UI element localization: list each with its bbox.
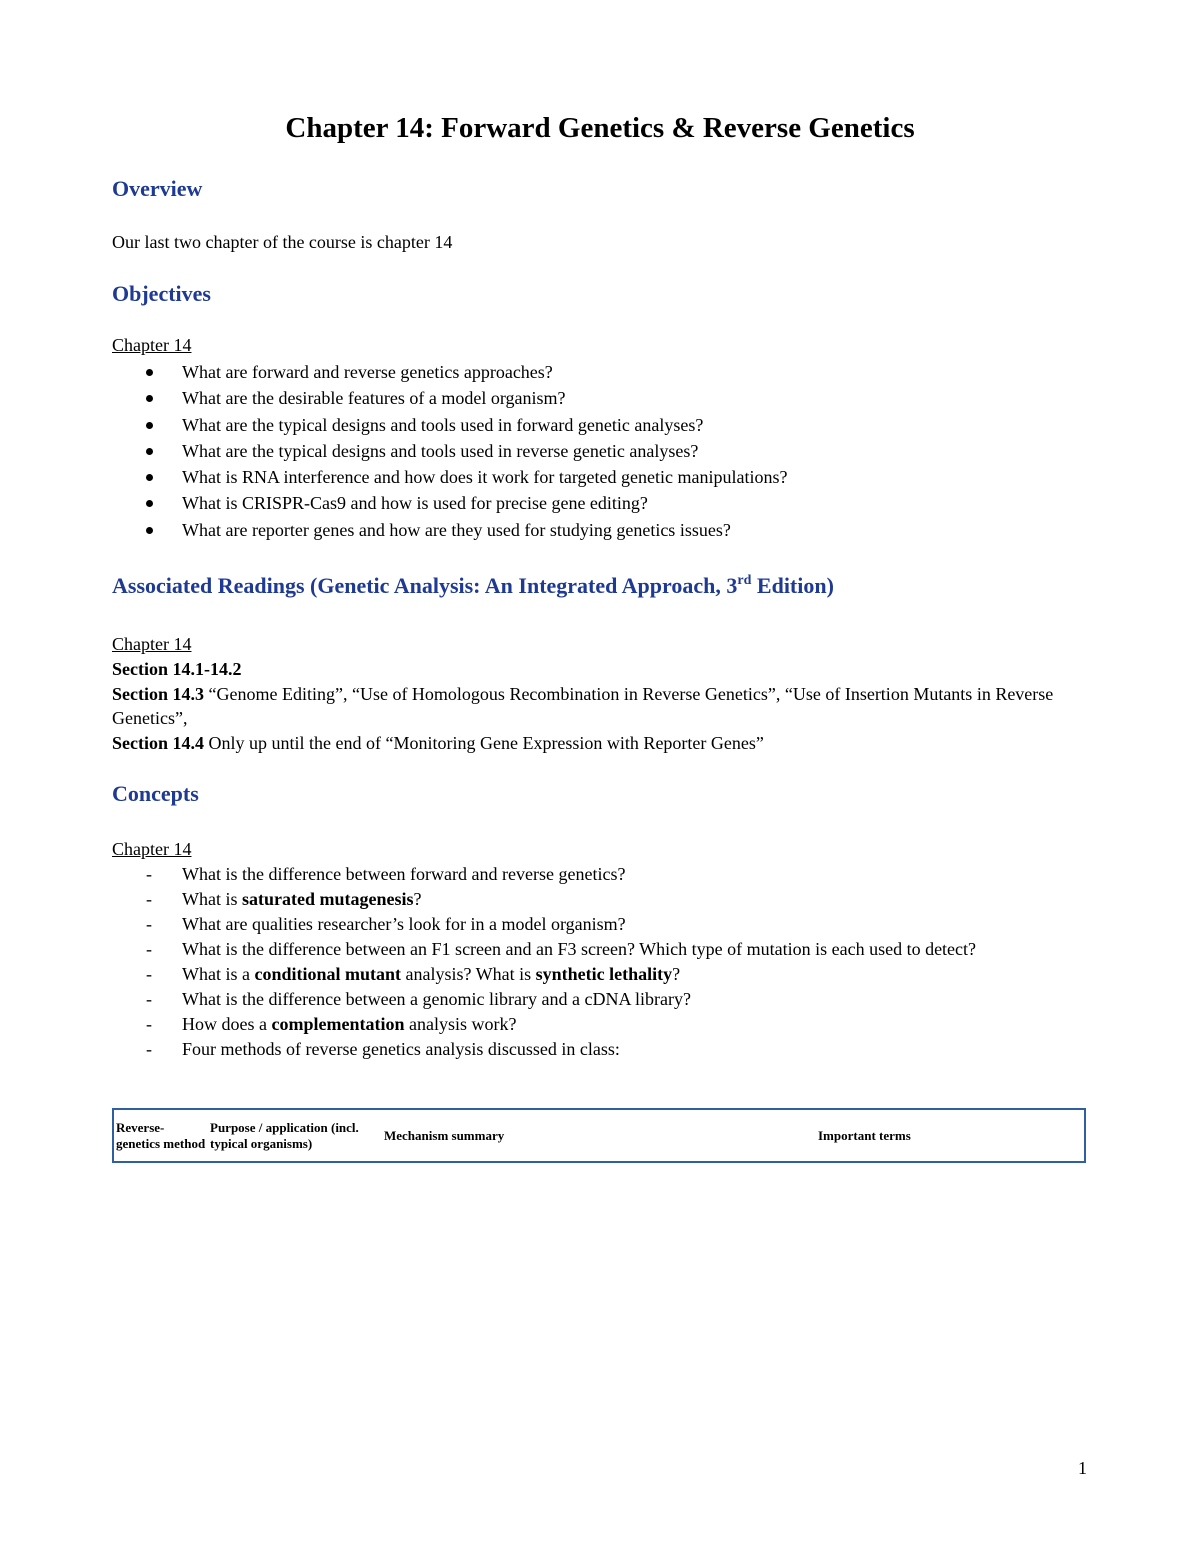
reading-section-label: Section 14.1-14.2 [112, 658, 242, 679]
concept-text: How does a [182, 1014, 272, 1034]
concept-text: What is the difference between forward and reverse genetics? [182, 864, 626, 884]
objective-item: What are the typical designs and tools used in reverse genetic analyses? [112, 438, 787, 464]
concept-term: complementation [271, 1014, 405, 1034]
table-header-row [113, 1109, 1085, 1162]
concept-text: What is [182, 889, 242, 909]
table-header-cell: Mechanism summary [384, 1127, 505, 1143]
objective-item: What are the typical designs and tools used in forward genetic analyses? [112, 412, 787, 438]
concept-text: Four methods of reverse genetics analysis discussed in class: [182, 1039, 620, 1059]
reading-section [112, 657, 1082, 682]
concept-item [112, 862, 1082, 887]
readings-chapter-label: Chapter 14 [112, 634, 192, 654]
concepts-heading: Concepts [112, 781, 199, 806]
concept-text: What is a [182, 964, 255, 984]
objectives-chapter-label: Chapter 14 [112, 335, 192, 355]
concept-item [112, 962, 1082, 987]
objective-item: What are forward and reverse genetics approaches? [112, 359, 787, 385]
concept-text: What is the difference between a genomic library and a cDNA library? [182, 989, 691, 1009]
reading-section [112, 731, 1082, 756]
reading-section-label: Section 14.4 [112, 733, 204, 754]
concept-item [112, 1037, 1082, 1062]
overview-text: Our last two chapter of the course is chapter 14 [112, 232, 453, 252]
reverse-genetics-methods-table [112, 1108, 1086, 1163]
concept-text: analysis? What is [401, 964, 536, 984]
concept-item [112, 987, 1082, 1012]
reading-section [112, 682, 1082, 732]
concept-term: conditional mutant [254, 964, 402, 984]
concept-item [112, 937, 1082, 962]
page-number: 1 [1078, 1458, 1087, 1478]
objective-item: What is RNA interference and how does it work for targeted genetic manipulations? [112, 464, 787, 490]
concept-text: What are qualities researcher’s look for in a model organism? [182, 914, 626, 934]
reading-section-label: Section 14.3 [112, 683, 204, 704]
table-header-cell: Important terms [818, 1127, 911, 1143]
readings-heading [112, 573, 834, 599]
table-header-cell: Purpose / application (incl. typical organisms) [210, 1119, 359, 1151]
concept-text: analysis work? [404, 1014, 517, 1034]
concept-text: ? [413, 889, 422, 909]
concept-term: synthetic lethality [535, 964, 673, 984]
reading-section-text: Only up until the end of “Monitoring Gene Expression with Reporter Genes” [204, 733, 764, 754]
concept-item [112, 887, 1082, 912]
readings-body [112, 632, 1082, 756]
readings-heading-superscript: rd [737, 573, 752, 588]
readings-heading-suffix: Edition) [751, 573, 834, 598]
concept-text: ? [672, 964, 681, 984]
concept-term: saturated mutagenesis [242, 889, 414, 909]
objective-item: What are reporter genes and how are they used for studying genetics issues? [112, 517, 787, 543]
overview-heading: Overview [112, 176, 203, 201]
objective-item: What are the desirable features of a model organism? [112, 385, 787, 411]
document-title: Chapter 14: Forward Genetics & Reverse Genetics [285, 112, 915, 144]
readings-heading-text: Associated Readings (Genetic Analysis: An Integrated Approach, 3 [112, 573, 738, 598]
objectives-list [112, 359, 787, 543]
concepts-chapter-label: Chapter 14 [112, 839, 192, 859]
objective-item: What is CRISPR-Cas9 and how is used for precise gene editing? [112, 490, 787, 516]
concepts-list [112, 862, 1082, 1062]
concept-item [112, 912, 1082, 937]
objectives-heading: Objectives [112, 281, 211, 306]
table-header-cell: Reverse-genetics method [116, 1119, 206, 1151]
concept-item [112, 1012, 1082, 1037]
concept-text: What is the difference between an F1 screen and an F3 screen? Which type of mutation is each used to detect? [182, 939, 977, 959]
reading-section-text: “Genome Editing”, “Use of Homologous Recombination in Reverse Genetics”, “Use of Insertion Mutants in Reverse Genetics”, [112, 683, 1054, 729]
